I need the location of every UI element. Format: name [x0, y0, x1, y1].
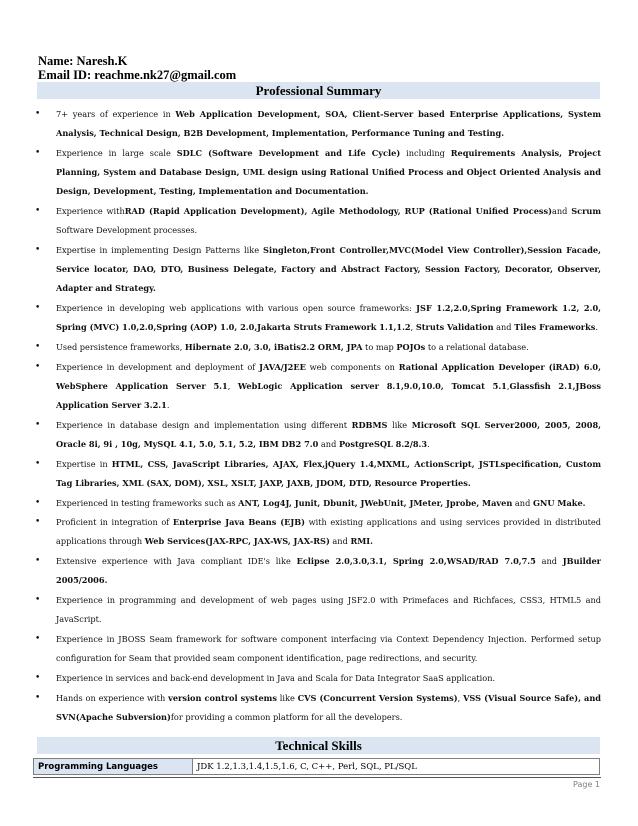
- bullet-icon: •: [35, 109, 41, 119]
- bullet-text: for providing a common platform for all the developers.: [170, 711, 403, 722]
- bullet-text-bold: PostgreSQL 8.2/8.3: [338, 438, 428, 449]
- bullet-text: Experience in large scale: [56, 147, 177, 158]
- bullet-text: web components on: [305, 361, 399, 372]
- skills-category: Programming Languages: [34, 759, 193, 775]
- bullet-text: Experience with: [56, 206, 125, 217]
- bullet-text-bold: Enterprise Java Beans (EJB): [172, 517, 305, 528]
- summary-bullet-list: [33, 105, 601, 728]
- bullet-text-bold: GNU Make.: [532, 497, 586, 508]
- summary-bullet: [33, 513, 601, 551]
- bullet-icon: •: [35, 458, 41, 469]
- bullet-text: Extensive experience with Java compliant IDE's like: [56, 556, 297, 567]
- bullet-text-bold: ANT, Log4J, Junit, Dbunit, JWebUnit, JMeter, Jprobe, Maven: [238, 497, 513, 508]
- bullet-text-bold: VSS (Visual Source Safe), and SVN(Apache Subversion): [56, 692, 602, 722]
- candidate-email: Email ID: reachme.nk27@gmail.com: [38, 68, 237, 82]
- summary-bullet: [33, 338, 601, 357]
- bullet-icon: •: [35, 595, 41, 606]
- bullet-text: Expertise in implementing Design Patterns like: [56, 244, 264, 255]
- summary-bullet: [33, 358, 601, 416]
- technical-skills-table: [33, 758, 600, 775]
- summary-bullet: [33, 144, 601, 202]
- bullet-text: .: [595, 322, 598, 333]
- bullet-text: Experience in programming and development of web pages using JSF2.0 with Primefaces and Richfaces, CSS3, HTML5 and JavaScript.: [56, 595, 601, 625]
- summary-bullet: [33, 591, 601, 629]
- bullet-text-bold: Eclipse 2.0,3.0,3.1, Spring 2.0,WSAD/RAD 7.0,7.5: [296, 556, 536, 567]
- bullet-text: .: [427, 438, 430, 449]
- bullet-text: Used persistence frameworks,: [56, 341, 185, 352]
- bullet-text: to map: [362, 341, 397, 352]
- bullet-icon: •: [35, 633, 41, 644]
- bullet-text: Hands on experience with: [56, 692, 169, 703]
- bullet-text: like: [387, 419, 412, 430]
- summary-bullet: [33, 689, 601, 727]
- bullet-text: and: [493, 322, 515, 333]
- skills-value: JDK 1.2,1.3,1.4,1.5,1.6, C, C++, Perl, SQL, PL/SQL: [193, 759, 600, 775]
- bullet-text-bold: version control systems: [168, 692, 277, 703]
- bullet-text-bold: WebLogic Application server 8.1,9.0,10.0, Tomcat 5.1: [237, 380, 507, 391]
- bullet-icon: •: [35, 672, 41, 683]
- summary-bullet: [33, 105, 601, 143]
- bullet-text-bold: RDBMS: [351, 419, 388, 430]
- summary-bullet: [33, 669, 601, 688]
- bullet-text-bold: Rational Application Developer (iRAD) 6.0, WebSphere Application Server 5.1: [56, 361, 601, 391]
- bullet-text-bold: Web Application Development, SOA, Client-Server based Enterprise Applications, System Analysis, Technical Design, B2B Development, Implementation, Performance Tuning and Testing.: [56, 109, 601, 139]
- bullet-icon: •: [35, 244, 41, 255]
- bullet-text: Expertise in: [56, 458, 112, 469]
- bullet-text: to a relational database.: [425, 341, 529, 352]
- bullet-text-bold: Web Services(JAX-RPC, JAX-WS, JAX-RS): [144, 536, 330, 547]
- bullet-text: Software Development processes.: [56, 225, 198, 236]
- skills-row: [34, 759, 600, 775]
- bullet-text-bold: Struts Validation: [415, 322, 494, 333]
- bullet-text-bold: POJOs: [396, 341, 426, 352]
- bullet-text-bold: JAVA/J2EE: [259, 361, 306, 372]
- bullet-text: and: [318, 438, 339, 449]
- bullet-icon: •: [35, 361, 41, 372]
- bullet-text: Experience in services and back-end development in Java and Scala for Data Integrator SaaS application.: [56, 672, 496, 683]
- summary-bullet: [33, 494, 601, 513]
- bullet-text: ,: [457, 692, 464, 703]
- bullet-icon: •: [35, 341, 41, 352]
- bullet-icon: •: [35, 692, 41, 703]
- page-number: Page 1: [573, 780, 600, 789]
- bullet-text: ,: [506, 380, 510, 391]
- bullet-text: ,: [227, 380, 238, 391]
- bullet-text-bold: JBuilder 2005/2006.: [56, 556, 601, 586]
- bullet-icon: •: [35, 206, 41, 217]
- summary-bullet: [33, 202, 601, 240]
- bullet-text: and: [512, 497, 533, 508]
- summary-bullet: [33, 241, 601, 299]
- section-heading-professional-summary: Professional Summary: [37, 82, 600, 99]
- bullet-text-bold: RAD (Rapid Application Development), Agile Methodology, RUP (Rational Unified Process): [124, 206, 553, 217]
- bullet-text-bold: Glassfish 2.1,JBoss Application Server 3.2.1: [56, 380, 601, 411]
- summary-bullet: [33, 299, 601, 337]
- summary-bullet: [33, 630, 601, 668]
- bullet-text: Proficient in integration of: [56, 517, 173, 528]
- bullet-icon: •: [35, 419, 41, 430]
- bullet-icon: •: [35, 147, 41, 158]
- bullet-icon: •: [35, 497, 41, 508]
- bullet-text: and: [552, 206, 572, 217]
- bullet-text: and: [329, 536, 351, 547]
- bullet-icon: •: [35, 556, 41, 567]
- bullet-text: ,: [410, 322, 416, 333]
- bullet-text-bold: Singleton,Front Controller,MVC(Model View Controller),Session Facade, Service locator, DAO, DTO, Business Delegate, Factory and Abstract Factory, Session Factory, Decorator, Observer, Adapter and Strategy.: [56, 244, 601, 294]
- bullet-text-bold: Scrum: [571, 206, 602, 217]
- bullet-icon: •: [35, 517, 41, 528]
- bullet-text: like: [276, 692, 298, 703]
- bullet-icon: •: [35, 303, 41, 314]
- bullet-text-bold: Requirements Analysis, Project Planning, System and Database Design, UML design using Rational Unified Process and Object Oriented Analysis and Design, Development, Testing, Implementation and Documentation.: [56, 147, 601, 197]
- footer-divider: [33, 777, 601, 778]
- bullet-text: including: [400, 147, 451, 158]
- bullet-text: Experience in JBOSS Seam framework for software component interfacing via Context Dependency Injection. Performed setup configuration for Seam that provided seam component identification, page redirections, and security.: [56, 633, 601, 664]
- section-heading-technical-skills: Technical Skills: [37, 737, 600, 754]
- bullet-text: Experience in developing web applications with various open source frameworks:: [56, 303, 417, 314]
- summary-bullet: [33, 416, 601, 454]
- bullet-text: 7+ years of experience in: [56, 109, 176, 119]
- candidate-name: Name: Naresh.K: [38, 54, 128, 68]
- bullet-text-bold: RMI.: [350, 536, 373, 547]
- bullet-text-bold: SDLC (Software Development and Life Cycle): [176, 147, 401, 158]
- bullet-text-bold: Tiles Frameworks: [514, 322, 596, 333]
- bullet-text-bold: Hibernate 2.0, 3.0, iBatis2.2 ORM, JPA: [184, 341, 363, 352]
- bullet-text-bold: JSF 1.2,2.0,Spring Framework 1.2, 2.0, Spring (MVC) 1.0,2.0,Spring (AOP) 1.0, 2.0,Jakarta Struts Framework 1.1,1.2: [56, 303, 602, 333]
- bullet-text-bold: HTML, CSS, JavaScript Libraries, AJAX, Flex,jQuery 1.4,MXML, ActionScript, JSTLspecification, Custom Tag Libraries, XML (SAX, DOM), XSL, XSLT, JAXP, JAXB, JDOM, DTD, Resource Properties.: [56, 458, 601, 488]
- bullet-text: and: [535, 556, 563, 567]
- bullet-text: with existing applications and using services provided in distributed applications through: [56, 517, 601, 547]
- bullet-text: Experience in development and deployment of: [56, 361, 260, 372]
- bullet-text: Experience in database design and implementation using different: [56, 419, 352, 430]
- bullet-text-bold: Microsoft SQL Server2000, 2005, 2008, Oracle 8i, 9i , 10g, MySQL 4.1, 5.0, 5.1, 5.2, IBM DB2 7.0: [56, 419, 601, 449]
- bullet-text-bold: CVS (Concurrent Version Systems): [297, 692, 458, 703]
- bullet-text: .: [166, 400, 170, 411]
- bullet-text: Experienced in testing frameworks such as: [56, 497, 239, 508]
- summary-bullet: [33, 552, 601, 590]
- summary-bullet: [33, 455, 601, 493]
